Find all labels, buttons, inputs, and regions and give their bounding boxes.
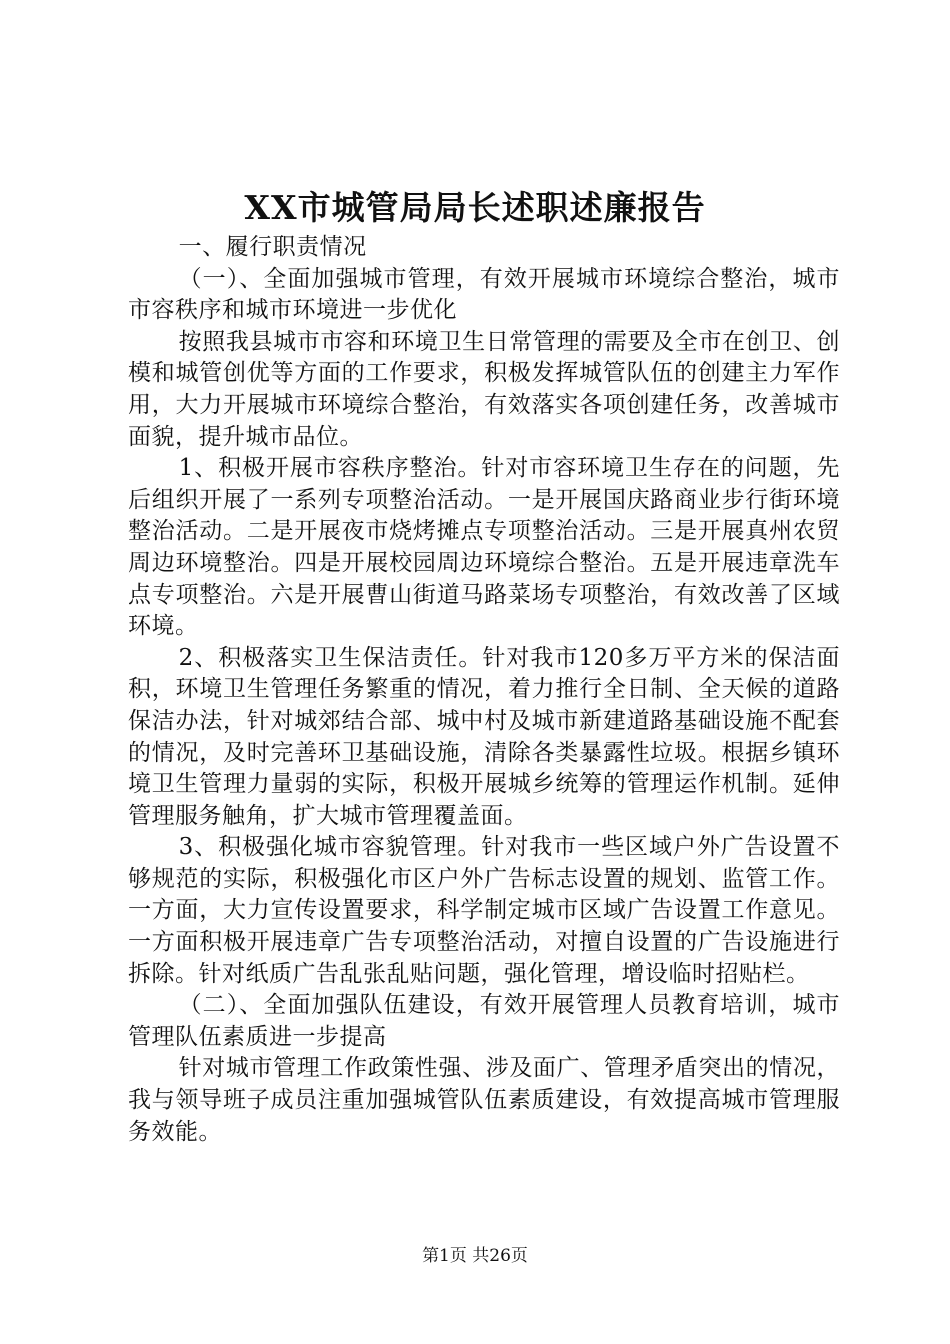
document-title: XX市城管局局长述职述廉报告 [244, 188, 706, 227]
subsection-heading-1: （一）、全面加强城市管理，有效开展城市环境综合整治，城市市容秩序和城市环境进一步优化 [128, 265, 840, 324]
paragraph-item-2: 2、积极落实卫生保洁责任。针对我市120多万平方米的保洁面积，环境卫生管理任务繁重的情况，着力推行全日制、全天候的道路保洁办法，针对城郊结合部、城中村及城市新建道路基础设施不配套的情况，及时完善环卫基础设施，清除各类暴露性垃圾。根据乡镇环境卫生管理力量弱的实际，积极开展城乡统筹的管理运作机制。延伸管理服务触角，扩大城市管理覆盖面。 [128, 644, 840, 829]
section-heading-1: 一、履行职责情况 [178, 234, 367, 260]
paragraph-item-3: 3、积极强化城市容貌管理。针对我市一些区域户外广告设置不够规范的实际，积极强化市区户外广告标志设置的规划、监管工作。一方面，大力宣传设置要求，科学制定城市区域广告设置工作意见。一方面积极开展违章广告专项整治活动，对擅自设置的广告设施进行拆除。针对纸质广告乱张乱贴问题，强化管理，增设临时招贴栏。 [128, 834, 840, 987]
subsection-heading-2: （二）、全面加强队伍建设，有效开展管理人员教育培训，城市管理队伍素质进一步提高 [128, 992, 840, 1050]
paragraph-item-1: 1、积极开展市容秩序整治。针对市容环境卫生存在的问题，先后组织开展了一系列专项整治活动。一是开展国庆路商业步行街环境整治活动。二是开展夜市烧烤摊点专项整治活动。三是开展真州农贸周边环境整治。四是开展校园周边环境综合整治。五是开展违章洗车点专项整治。六是开展曹山街道马路菜场专项整治，有效改善了区域环境。 [128, 455, 840, 640]
page-footer: 第1页 共26页 [422, 1246, 528, 1266]
paragraph-team: 针对城市管理工作政策性强、涉及面广、管理矛盾突出的情况，我与领导班子成员注重加强城管队伍素质建设，有效提高城市管理服务效能。 [128, 1055, 840, 1145]
document-body [128, 232, 840, 1148]
paragraph-intro: 按照我县城市市容和环境卫生日常管理的需要及全市在创卫、创模和城管创优等方面的工作要求，积极发挥城管队伍的创建主力军作用，大力开展城市环境综合整治，有效落实各项创建任务，改善城市面貌，提升城市品位。 [128, 328, 840, 450]
